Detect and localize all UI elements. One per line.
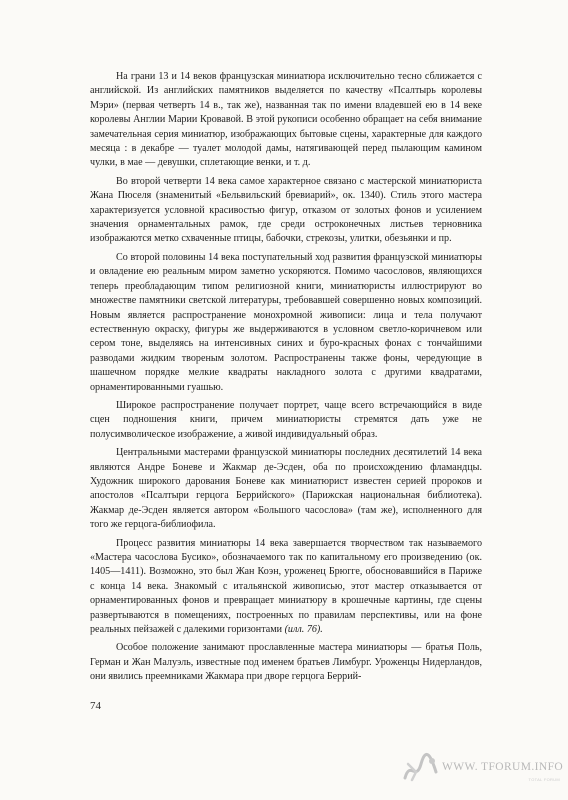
paragraph-7: Особое положение занимают прославленные мастера миниатюры — братья Поль, Герман и Жан Малуэль, известные под именем братьев Лимбург. Уроженцы Нидерландов, они явились преемниками Жакмара при дворе герцога Беррий- (90, 642, 482, 683)
paragraph-4: Широкое распространение получает портрет, чаще всего встречающийся в виде сцен подношения книги, причем миниатюристы стремятся дать уже не полусимволическое изображение, а живой индивидуальный образ. (90, 399, 482, 440)
body-text (90, 70, 482, 689)
paragraph-5: Центральными мастерами французской миниатюры последних десятилетий 14 века являются Андре Боневе и Жакмар де-Эсден, оба по происхождению фламандцы. Художник широкого дарования Боневе как миниатюрист известен серией пророков и апостолов «Псалтыри герцога Беррийского» (Парижская национальная библиотека). Жакмар де-Эсден является автором «Большого часослова» (там же), исполненного для того же герцога-библиофила. (90, 447, 482, 531)
watermark-tagline: TOTAL FORUM (528, 777, 560, 782)
page-number: 74 (90, 700, 101, 712)
paragraph-2: Во второй четверти 14 века самое характерное связано с мастерской миниатюриста Жана Пюселя (знаменитый «Бельвильский бревиарий», ок. 1340). Стиль этого мастера характеризуется условной красивостью фигур, отказом от золотых фонов и усилением значения орнаментальных рамок, где среди остроконечных листьев терновника изображаются метко схваченные птицы, бабочки, стрекозы, улитки, обезьянки и пр. (90, 175, 482, 245)
watermark-site: WWW. TFORUM.INFO (442, 761, 564, 773)
paragraph-6 (90, 537, 482, 638)
paragraph-6-text: Процесс развития миниатюры 14 века завершается творчеством так называемого «Мастера часослова Бусико», обозначаемого так по капитальному его произведению (ок. 1405—1411). Возможно, это был Жан Коэн, уроженец Брюгге, обосновавшийся в Париже с конца 14 века. Знакомый с итальянской живописью, этот мастер отказывается от орнаментированных фонов и превращает миниатюру в крошечные картины, где сцены развертываются в помещениях, построенных по правилам перспективы, или на фоне реальных пейзажей с далекими горизонтами (90, 537, 482, 636)
paragraph-3: Со второй половины 14 века поступательный ход развития французской миниатюры и овладение ею реальным миром заметно ускоряются. Помимо часословов, являющихся теперь преобладающим типом религиозной книги, миниатюристы иллюстрируют во множестве памятники светской литературы, требовавшей совершенно новых композиций. Новым является распространение монохромной живописи: лица и тела получают естественную окраску, фигуры же выдерживаются в условном светло-коричневом или сером тоне, выделяясь на интенсивных синих и буро-красных фонах с тончайшими разводами жидким твореным золотом. Распространены также фоны, чередующие в шашечном порядке мелкие квадраты накладного золота с другими квадратами, орнаментированными гуашью. (90, 251, 482, 393)
scribble-logo-icon (402, 752, 442, 786)
paragraph-1: На грани 13 и 14 веков французская миниатюра исключительно тесно сближается с английской. Из английских памятников выделяется по качеству «Псалтырь королевы Мэри» (первая четверть 14 в., так же), названная так по имени владевшей ею в 14 веке королевы Англии Марии Кровавой. В этой рукописи особенно обращает на себя внимание замечательная серия миниатюр, изображающих бытовые сцены, характерные для каждого месяца : в декабре — туалет молодой дамы, натягивающей перед пылающим камином чулки, в мае — девушки, сплетающие венки, и т. д. (90, 71, 482, 169)
illustration-reference: (илл. 76). (284, 624, 323, 636)
site-watermark (402, 752, 562, 790)
